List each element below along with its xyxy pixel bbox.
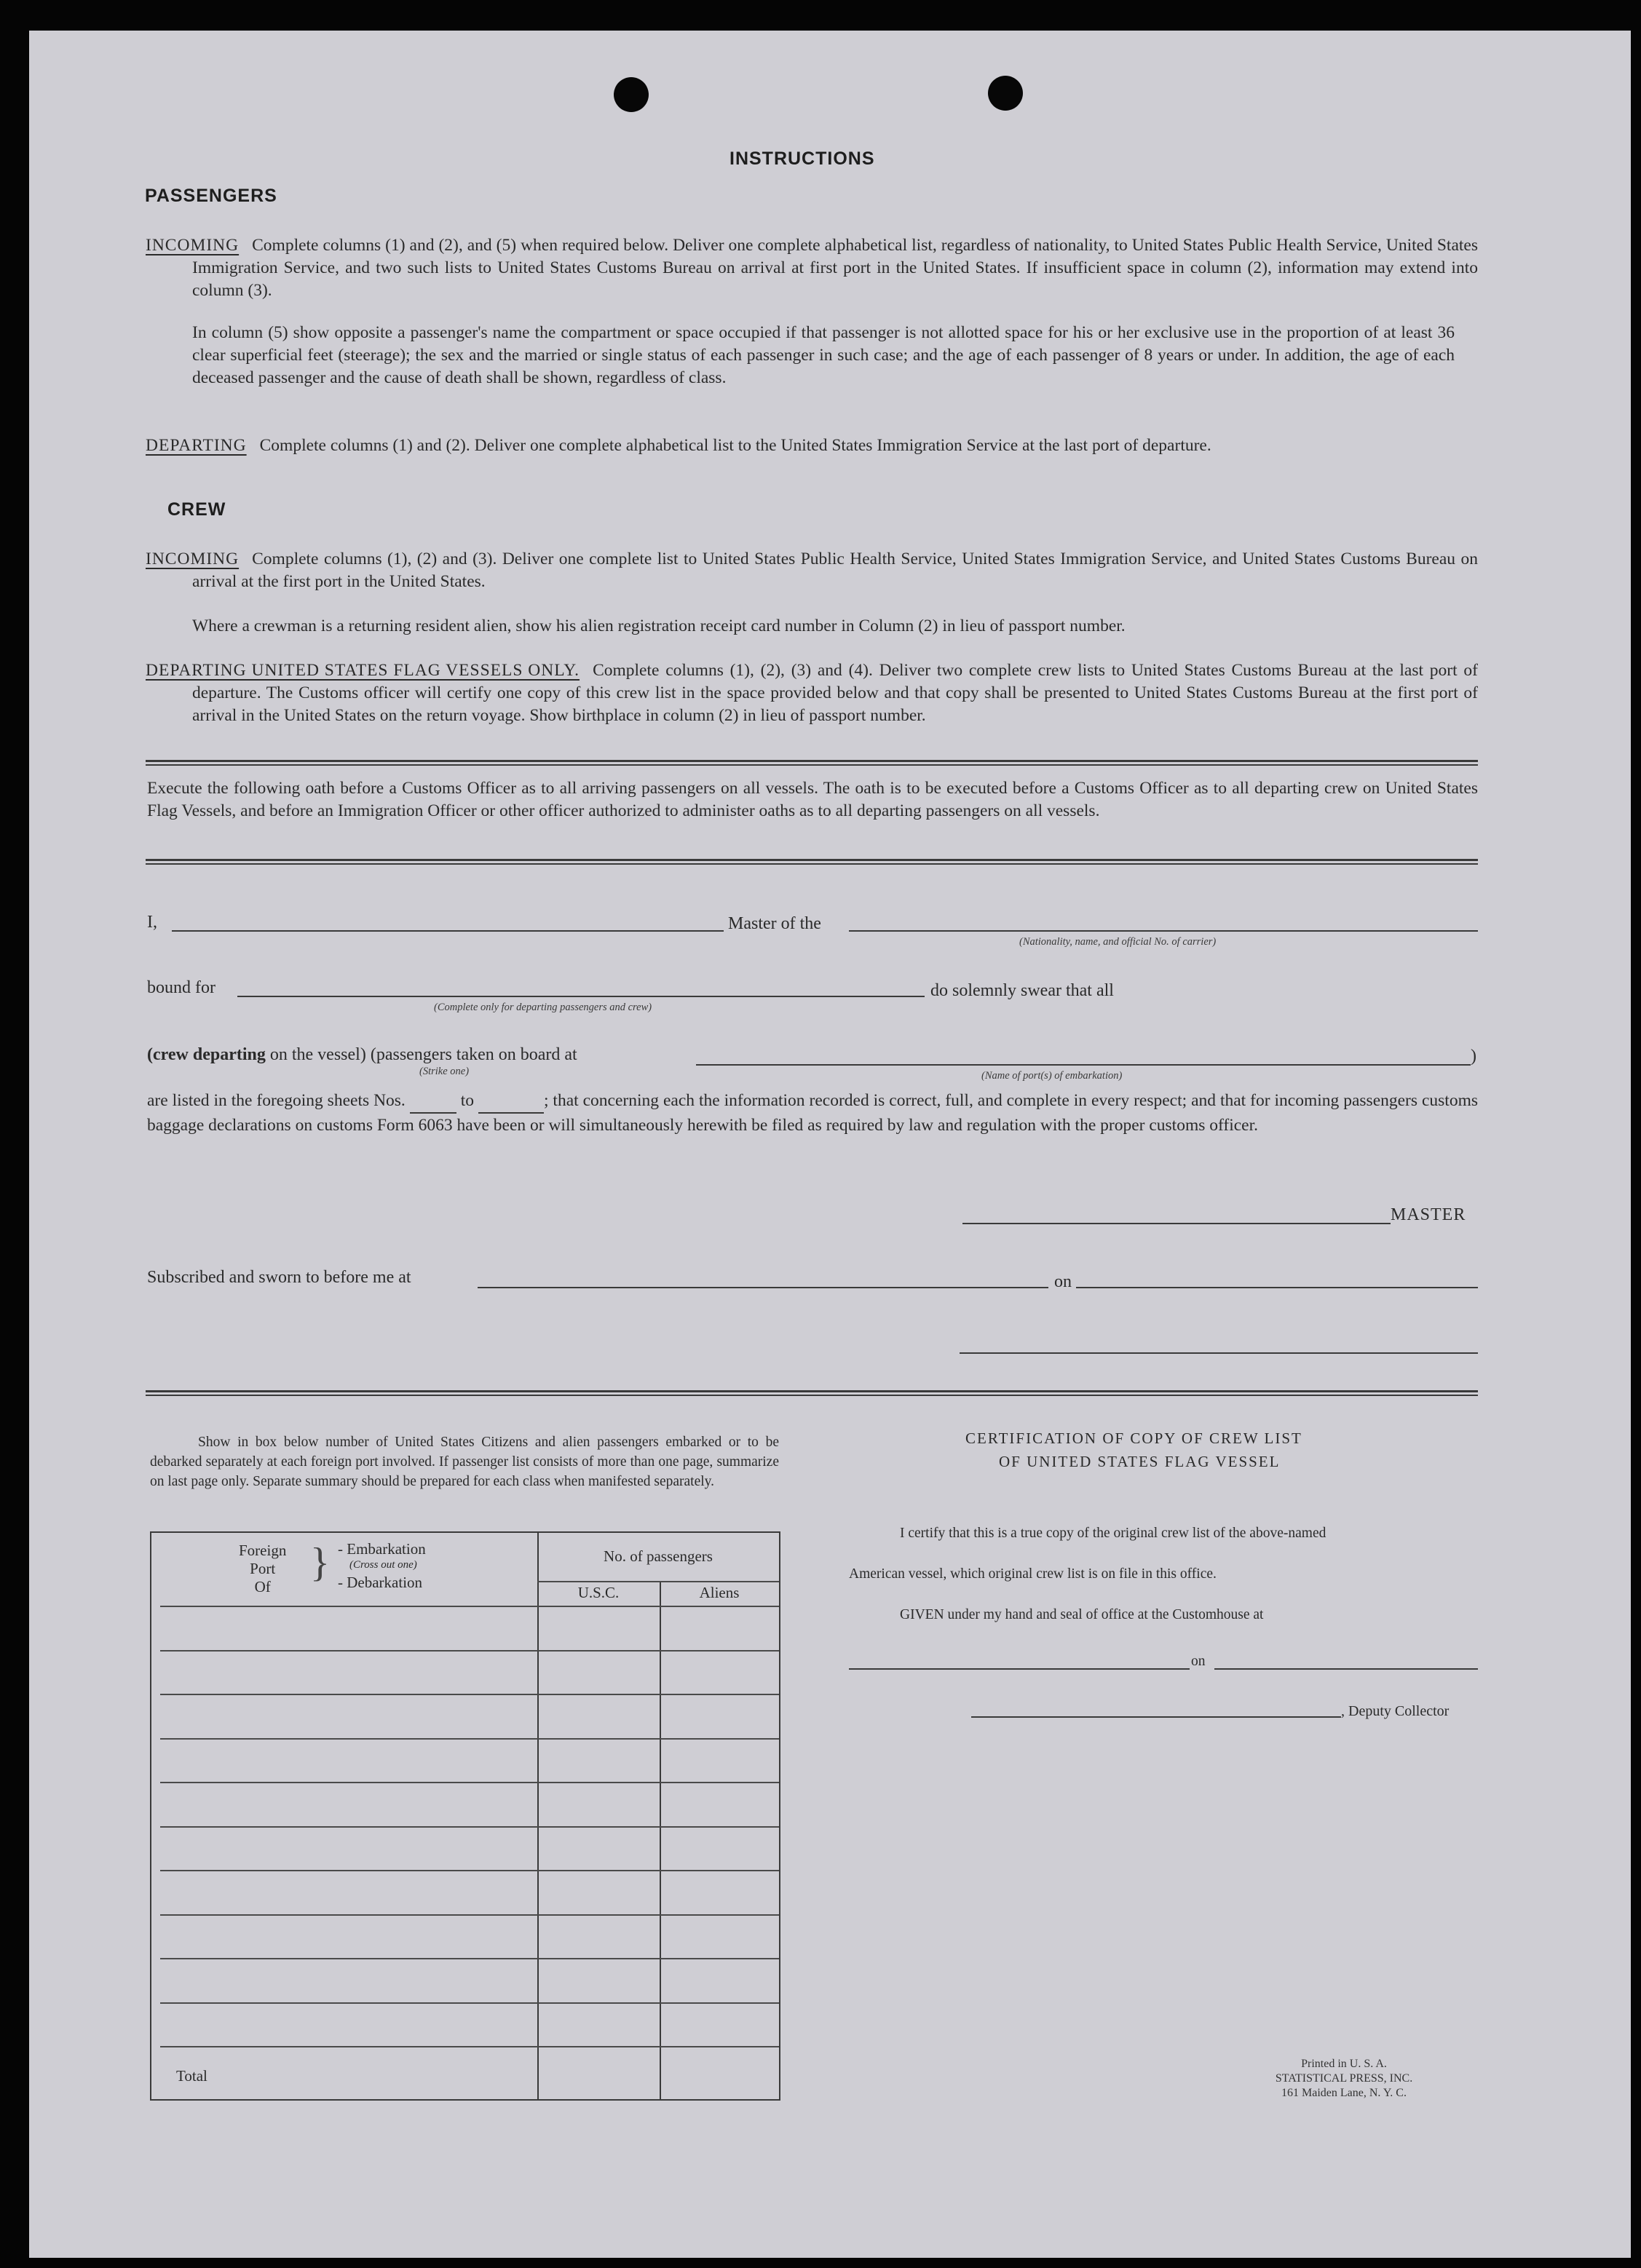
table-row[interactable] <box>160 1826 779 1828</box>
section-divider <box>146 859 1478 865</box>
aliens-header: Aliens <box>699 1584 740 1601</box>
passengers-column5-paragraph: In column (5) show opposite a passenger's name the compartment or space occupied if that passenger is not allotted space for his or her exclusive use in the proportion of at least 36 clear superficial feet (steerage); the sex and the married or single status of each passenger in such case; and the age of each passenger of 8 years or under. In addition, the age of each deceased passenger and the cause of death shall be shown, regardless of class. <box>192 323 1455 387</box>
swear-label: do solemnly swear that all <box>930 981 1114 1000</box>
passenger-summary-table <box>150 1531 780 2101</box>
crew-incoming-paragraph <box>146 548 1478 593</box>
port-caption: (Name of port(s) of embarkation) <box>981 1070 1123 1082</box>
sworn-date-field[interactable] <box>1076 1287 1478 1288</box>
given-line: GIVEN under my hand and seal of office at the Customhouse at <box>900 1607 1264 1622</box>
passengers-incoming-text: Complete columns (1) and (2), and (5) when required below. Deliver one complete alphabetical list, regardless of nationality, to United States Public Health Service, United States Immigration Service, and two such lists to United States Customs Bureau on arrival at first port in the United States. If insufficient space in column (2), information may extend into column (3). <box>192 236 1478 300</box>
table-row[interactable] <box>160 1958 779 1959</box>
oath-i-label: I, <box>147 913 157 932</box>
master-label: MASTER <box>1391 1205 1466 1224</box>
printer-imprint <box>1264 2057 1424 2101</box>
printer-line3: 161 Maiden Lane, N. Y. C. <box>1281 2087 1407 2099</box>
certification-date-field[interactable] <box>1214 1668 1478 1670</box>
sworn-on-label: on <box>1054 1272 1072 1291</box>
printer-line1: Printed in U. S. A. <box>1301 2058 1387 2070</box>
crew-departing-label: DEPARTING UNITED STATES FLAG VESSELS ONLY. <box>146 661 580 680</box>
table-row[interactable] <box>160 1694 779 1695</box>
passengers-heading: PASSENGERS <box>145 186 277 206</box>
master-name-field[interactable] <box>172 930 724 932</box>
punch-hole-left <box>614 77 649 112</box>
table-header-bottom <box>160 1606 779 1607</box>
certification-title-line1: CERTIFICATION OF COPY OF CREW LIST <box>965 1430 1302 1447</box>
embarkation-label: - Embarkation <box>338 1540 426 1558</box>
crew-resident-paragraph: Where a crewman is a returning resident alien, show his alien registration receipt card number in Column (2) in lieu of passport number. <box>192 616 1126 635</box>
foreign-port-of-label <box>239 1542 286 1596</box>
passengers-incoming-paragraph <box>146 234 1478 302</box>
carrier-field[interactable] <box>849 930 1478 932</box>
table-row[interactable] <box>160 1914 779 1916</box>
embarkation-port-field[interactable] <box>696 1064 1471 1066</box>
deputy-signature-field[interactable] <box>971 1716 1341 1718</box>
debarkation-label: - Debarkation <box>338 1574 423 1591</box>
table-row[interactable] <box>160 1870 779 1871</box>
table-row[interactable] <box>160 2046 779 2047</box>
passengers-departing-paragraph <box>146 435 1478 457</box>
customhouse-field[interactable] <box>849 1668 1190 1670</box>
port-label: Port <box>250 1560 276 1577</box>
no-of-passengers-header: No. of passengers <box>604 1547 713 1565</box>
bound-for-field[interactable] <box>237 996 925 997</box>
certify-line1: I certify that this is a true copy of the original crew list of the above-named <box>900 1526 1326 1541</box>
listed-suffix: ; that concerning each the information recorded is correct, full, and complete in every respect; and that for incoming passengers customs baggage declarations on customs Form 6063 have been or will simultaneously herewith be filed as required by law and regulation with the proper customs officer. <box>147 1091 1479 1135</box>
table-column-divider <box>660 1581 661 2099</box>
page-title: INSTRUCTIONS <box>729 148 875 169</box>
total-label: Total <box>176 2067 207 2085</box>
certification-title-line2: OF UNITED STATES FLAG VESSEL <box>999 1453 1281 1470</box>
passengers-taken-label: (passengers taken on board at <box>370 1045 577 1064</box>
crew-incoming-text: Complete columns (1), (2) and (3). Deliver one complete list to United States Public Health Service, United States Immigration Service, and United States Customs Bureau on arrival at the first port in the United States. <box>192 550 1478 591</box>
carrier-caption: (Nationality, name, and official No. of carrier) <box>1019 936 1217 948</box>
table-row[interactable] <box>160 1650 779 1652</box>
summary-instruction: Show in box below number of United States Citizens and alien passengers embarked or to be debarked separately at each foreign port involved. If passenger list consists of more than one page, summarize on last page only. Separate summary should be prepared for each class when manifested separately. <box>150 1435 779 1489</box>
section-divider <box>146 760 1478 766</box>
close-paren: ) <box>1471 1047 1476 1066</box>
of-label: Of <box>254 1578 271 1595</box>
deputy-collector-label: , Deputy Collector <box>1341 1703 1450 1719</box>
punch-hole-right <box>988 76 1023 111</box>
foreign-label: Foreign <box>239 1542 287 1559</box>
strike-one-caption: (Strike one) <box>419 1066 470 1077</box>
table-column-divider <box>537 1533 539 2099</box>
table-row[interactable] <box>160 1782 779 1783</box>
bound-for-label: bound for <box>147 978 215 997</box>
bound-for-caption: (Complete only for departing passengers and crew) <box>434 1002 652 1013</box>
sheet-from-field[interactable] <box>410 1089 456 1114</box>
crew-heading: CREW <box>167 499 226 520</box>
passengers-incoming-label: INCOMING <box>146 236 240 255</box>
oath-listed-paragraph <box>147 1089 1478 1137</box>
usc-header: U.S.C. <box>577 1584 620 1601</box>
cross-out-caption: (Cross out one) <box>349 1559 417 1571</box>
table-row[interactable] <box>160 2002 779 2004</box>
table-row[interactable] <box>160 1738 779 1740</box>
crew-departing-paragraph <box>146 659 1478 727</box>
sworn-place-field[interactable] <box>478 1287 1048 1288</box>
oath-instruction: Execute the following oath before a Customs Officer as to all arriving passengers on all vessels. The oath is to be executed before a Customs Officer as to all departing crew on United States Flag Vessels, and before an Immigration Officer or other officer authorized to administer oaths as to all departing passengers on all vessels. <box>147 779 1478 820</box>
crew-departing-text: Complete columns (1), (2), (3) and (4). Deliver two complete crew lists to United States Customs Bureau at the last port of departure. The Customs officer will certify one copy of this crew list in the space provided below and that copy shall be presented to United States Customs Bureau at the first port of arrival in the United States on the return voyage. Show birthplace in column (2) in lieu of passport number. <box>192 661 1478 725</box>
on-vessel-label: on the vessel) <box>269 1045 366 1064</box>
master-of-the-label: Master of the <box>728 914 821 933</box>
brace-icon: } <box>310 1540 330 1585</box>
subscribed-label: Subscribed and sworn to before me at <box>147 1268 411 1287</box>
printer-line2: STATISTICAL PRESS, INC. <box>1275 2072 1413 2085</box>
section-divider <box>146 1390 1478 1396</box>
crew-incoming-label: INCOMING <box>146 550 240 568</box>
passengers-departing-label: DEPARTING <box>146 436 247 455</box>
certify-line2: American vessel, which original crew list is on file in this office. <box>849 1566 1217 1582</box>
sheet-to-field[interactable] <box>478 1089 544 1114</box>
table-header-divider <box>537 1581 779 1582</box>
master-signature-field[interactable] <box>962 1223 1391 1224</box>
certification-on-label: on <box>1191 1654 1206 1669</box>
listed-prefix: are listed in the foregoing sheets Nos. <box>147 1091 406 1110</box>
passengers-departing-text: Complete columns (1) and (2). Deliver one complete alphabetical list to the United States Immigration Service at the last port of departure. <box>259 436 1211 455</box>
officer-signature-field[interactable] <box>960 1352 1478 1354</box>
crew-departing-label: (crew departing <box>147 1045 266 1064</box>
crew-passengers-line <box>147 1045 577 1065</box>
to-label: to <box>460 1091 474 1110</box>
